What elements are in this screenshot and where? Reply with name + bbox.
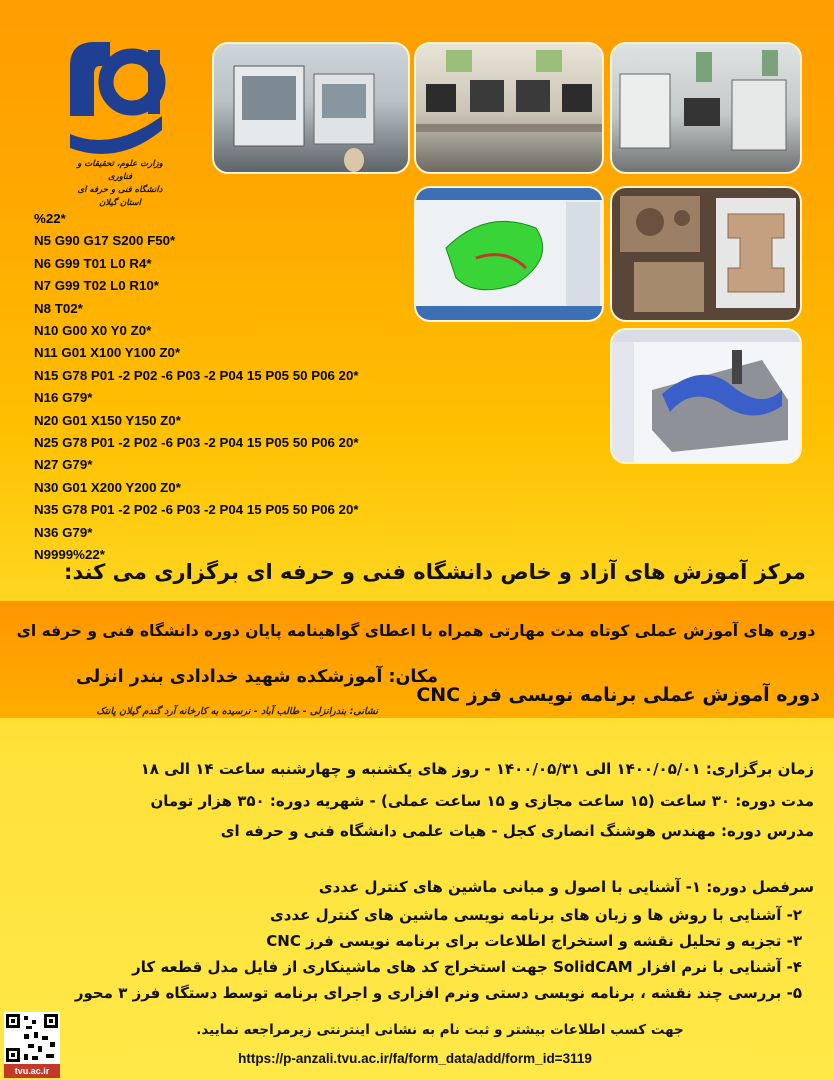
gcode-line: %22* (34, 211, 66, 226)
syllabus-item-1: سرفصل دوره: ۱- آشنایی با اصول و مبانی ماشین های کنترل عددی (318, 878, 814, 896)
course-title: دوره آموزش عملی برنامه نویسی فرز CNC (416, 684, 820, 706)
photo-solidcam-simulation (610, 328, 802, 464)
course-description: دوره های آموزش عملی کوتاه مدت مهارتی همراه با اعطای گواهینامه پایان دوره دانشگاه فنی و حرفه ای (16, 622, 816, 640)
photo-cam-software (414, 186, 604, 322)
gcode-line: N20 G01 X150 Y150 Z0* (34, 412, 181, 428)
gcode-listing (34, 208, 394, 567)
footer-instruction: جهت کسب اطلاعات بیشتر و ثبت نام به نشانی اینترنتی زیرمراجعه نمایید. (196, 1022, 684, 1038)
course-location: مکان: آموزشکده شهید خدادادی بندر انزلی (75, 667, 438, 687)
gcode-line: N10 G00 X0 Y0 Z0* (34, 323, 152, 339)
syllabus-item-2: ۲- آشنایی با روش ها و زبان های برنامه نویسی ماشین های کنترل عددی (270, 906, 802, 924)
syllabus-item-5: ۵- بررسی چند نقشه ، برنامه نویسی دستی ونرم افزاری و اجرای برنامه توسط دستگاه فرز ۳ محور (74, 984, 802, 1002)
registration-link[interactable]: https://p-anzali.tvu.ac.ir/fa/form_data/add/form_id=3119 (238, 1051, 592, 1066)
headline: مرکز آموزش های آزاد و خاص دانشگاه فنی و حرفه ای برگزاری می کند: (64, 560, 806, 584)
gcode-line: N5 G90 G17 S200 F50* (34, 233, 176, 249)
logo-line-university: دانشگاه فنی و حرفه ای (77, 185, 163, 195)
gcode-line: N8 T02* (34, 300, 83, 316)
gcode-line: N15 G78 P01 -2 P02 -6 P03 -2 P04 15 P05 50 P06 20* (34, 367, 359, 383)
course-duration-fee: مدت دوره: ۳۰ ساعت (۱۵ ساعت مجازی و ۱۵ ساعت عملی) - شهریه دوره: ۳۵۰ هزار تومان (150, 792, 814, 810)
photo-cnc-lab-2 (610, 42, 802, 174)
syllabus-item-3: ۳- تجزیه و تحلیل نقشه و استخراج اطلاعات برای برنامه نویسی فرز CNC (266, 932, 802, 950)
gcode-line: N7 G99 T02 L0 R10* (34, 278, 159, 294)
gcode-line: N27 G79* (34, 457, 93, 473)
gcode-line: N9999%22* (34, 547, 105, 563)
logo-line-ministry: وزارت علوم، تحقیقات و فناوری (77, 159, 163, 182)
gcode-line: N30 G01 X200 Y200 Z0* (34, 479, 181, 495)
qr-caption: tvu.ac.ir (4, 1064, 60, 1078)
qr-code-icon (4, 1012, 60, 1064)
gcode-line: N36 G79* (34, 524, 93, 540)
university-logo (62, 34, 172, 224)
syllabus-item-4: ۴- آشنایی با نرم افزار SolidCAM جهت استخراج کد های ماشینکاری از فایل مدل قطعه کار (132, 958, 802, 976)
photo-computer-lab (414, 42, 604, 174)
gcode-line: N35 G78 P01 -2 P02 -6 P03 -2 P04 15 P05 50 P06 20* (34, 502, 359, 518)
gcode-line: N25 G78 P01 -2 P02 -6 P03 -2 P04 15 P05 50 P06 20* (34, 435, 359, 451)
photo-machined-parts (610, 186, 802, 322)
gcode-line: N16 G79* (34, 390, 93, 406)
gcode-line: N6 G99 T01 L0 R4* (34, 255, 152, 271)
logo-line-province: استان گیلان (99, 198, 141, 208)
qr-code[interactable] (4, 1012, 60, 1078)
course-instructor: مدرس دوره: مهندس هوشنگ انصاری کجل - هیات علمی دانشگاه فنی و حرفه ای (220, 822, 814, 840)
course-schedule: زمان برگزاری: ۱۴۰۰/۰۵/۰۱ الی ۱۴۰۰/۰۵/۳۱ - روز های یکشنبه و چهارشنبه ساعت ۱۴ الی ۱۸ (140, 760, 814, 778)
gcode-line: N11 G01 X100 Y100 Z0* (34, 345, 181, 361)
course-address: نشانی: بندرانزلی - طالب آباد - نرسیده به کارخانه آرد گندم گیلان پانتک (96, 706, 378, 717)
photo-cnc-lab-1 (212, 42, 410, 174)
